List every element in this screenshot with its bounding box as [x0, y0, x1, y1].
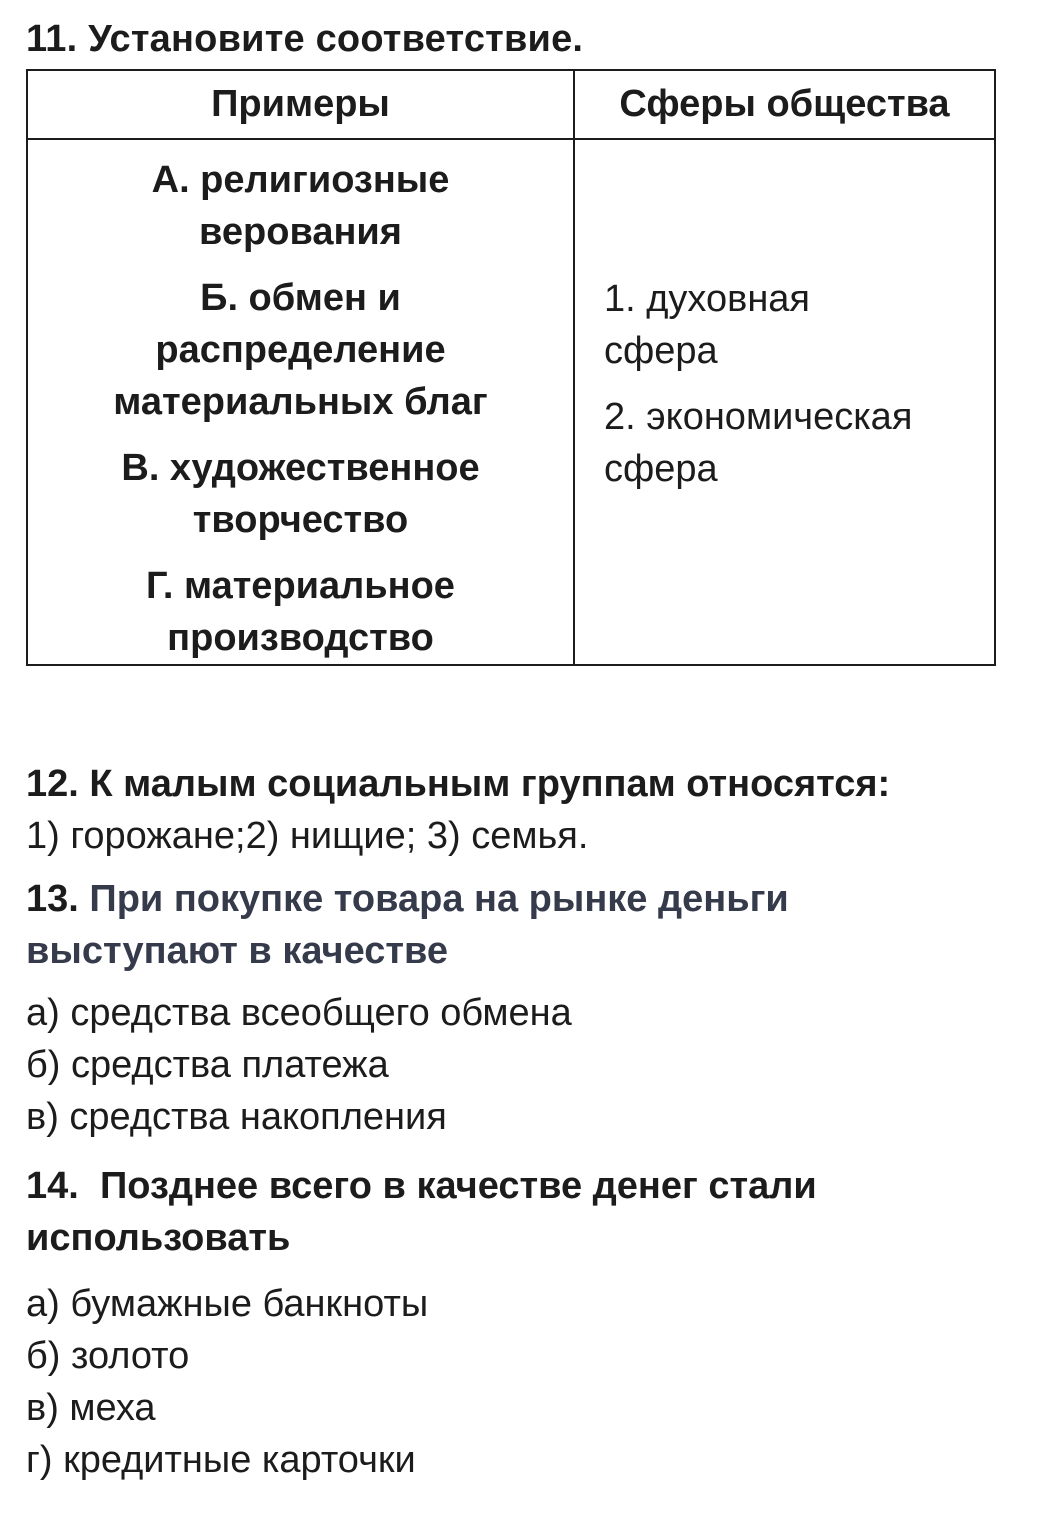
- question-12-answers: 1) горожане;2) нищие; 3) семья.: [26, 815, 589, 857]
- table-row: [27, 139, 995, 665]
- question-12-title: 12. К малым социальным группам относятся:: [26, 763, 891, 805]
- question-13-options: [26, 987, 1006, 1143]
- option-g: г) кредитные карточки: [26, 1439, 416, 1481]
- example-a: А. религиозные верования: [151, 159, 450, 253]
- question-14-options: [26, 1278, 1006, 1486]
- sphere-2: 2. экономическая сфера: [604, 396, 913, 490]
- spheres-cell: [574, 139, 995, 665]
- option-b: б) золото: [26, 1335, 190, 1377]
- question-11-title: 11. Установите соответствие.: [26, 18, 584, 60]
- examples-cell: [27, 139, 574, 665]
- example-v: В. художественное творчество: [121, 447, 480, 541]
- matching-table: [26, 69, 996, 666]
- question-12: [26, 758, 1006, 862]
- example-b: Б. обмен и распределение материальных благ: [113, 277, 488, 423]
- question-13-text: При покупке товара на рынке деньги выступают в качестве: [26, 878, 789, 972]
- column-header-spheres: Сферы общества: [574, 70, 995, 139]
- column-header-examples: Примеры: [27, 70, 574, 139]
- option-a: а) бумажные банкноты: [26, 1283, 429, 1325]
- option-v: в) меха: [26, 1387, 156, 1429]
- question-13-title: [26, 873, 1006, 977]
- table-header-row: [27, 70, 995, 139]
- example-g: Г. материальное производство: [146, 565, 455, 659]
- option-v: в) средства накопления: [26, 1096, 447, 1138]
- question-13: [26, 873, 1006, 1143]
- option-b: б) средства платежа: [26, 1044, 389, 1086]
- question-14: [26, 1160, 1006, 1486]
- option-a: а) средства всеобщего обмена: [26, 992, 572, 1034]
- question-13-number: 13.: [26, 878, 79, 920]
- sphere-1: 1. духовная сфера: [604, 278, 811, 372]
- question-14-title: 14. Позднее всего в качестве денег стали использовать: [26, 1165, 828, 1259]
